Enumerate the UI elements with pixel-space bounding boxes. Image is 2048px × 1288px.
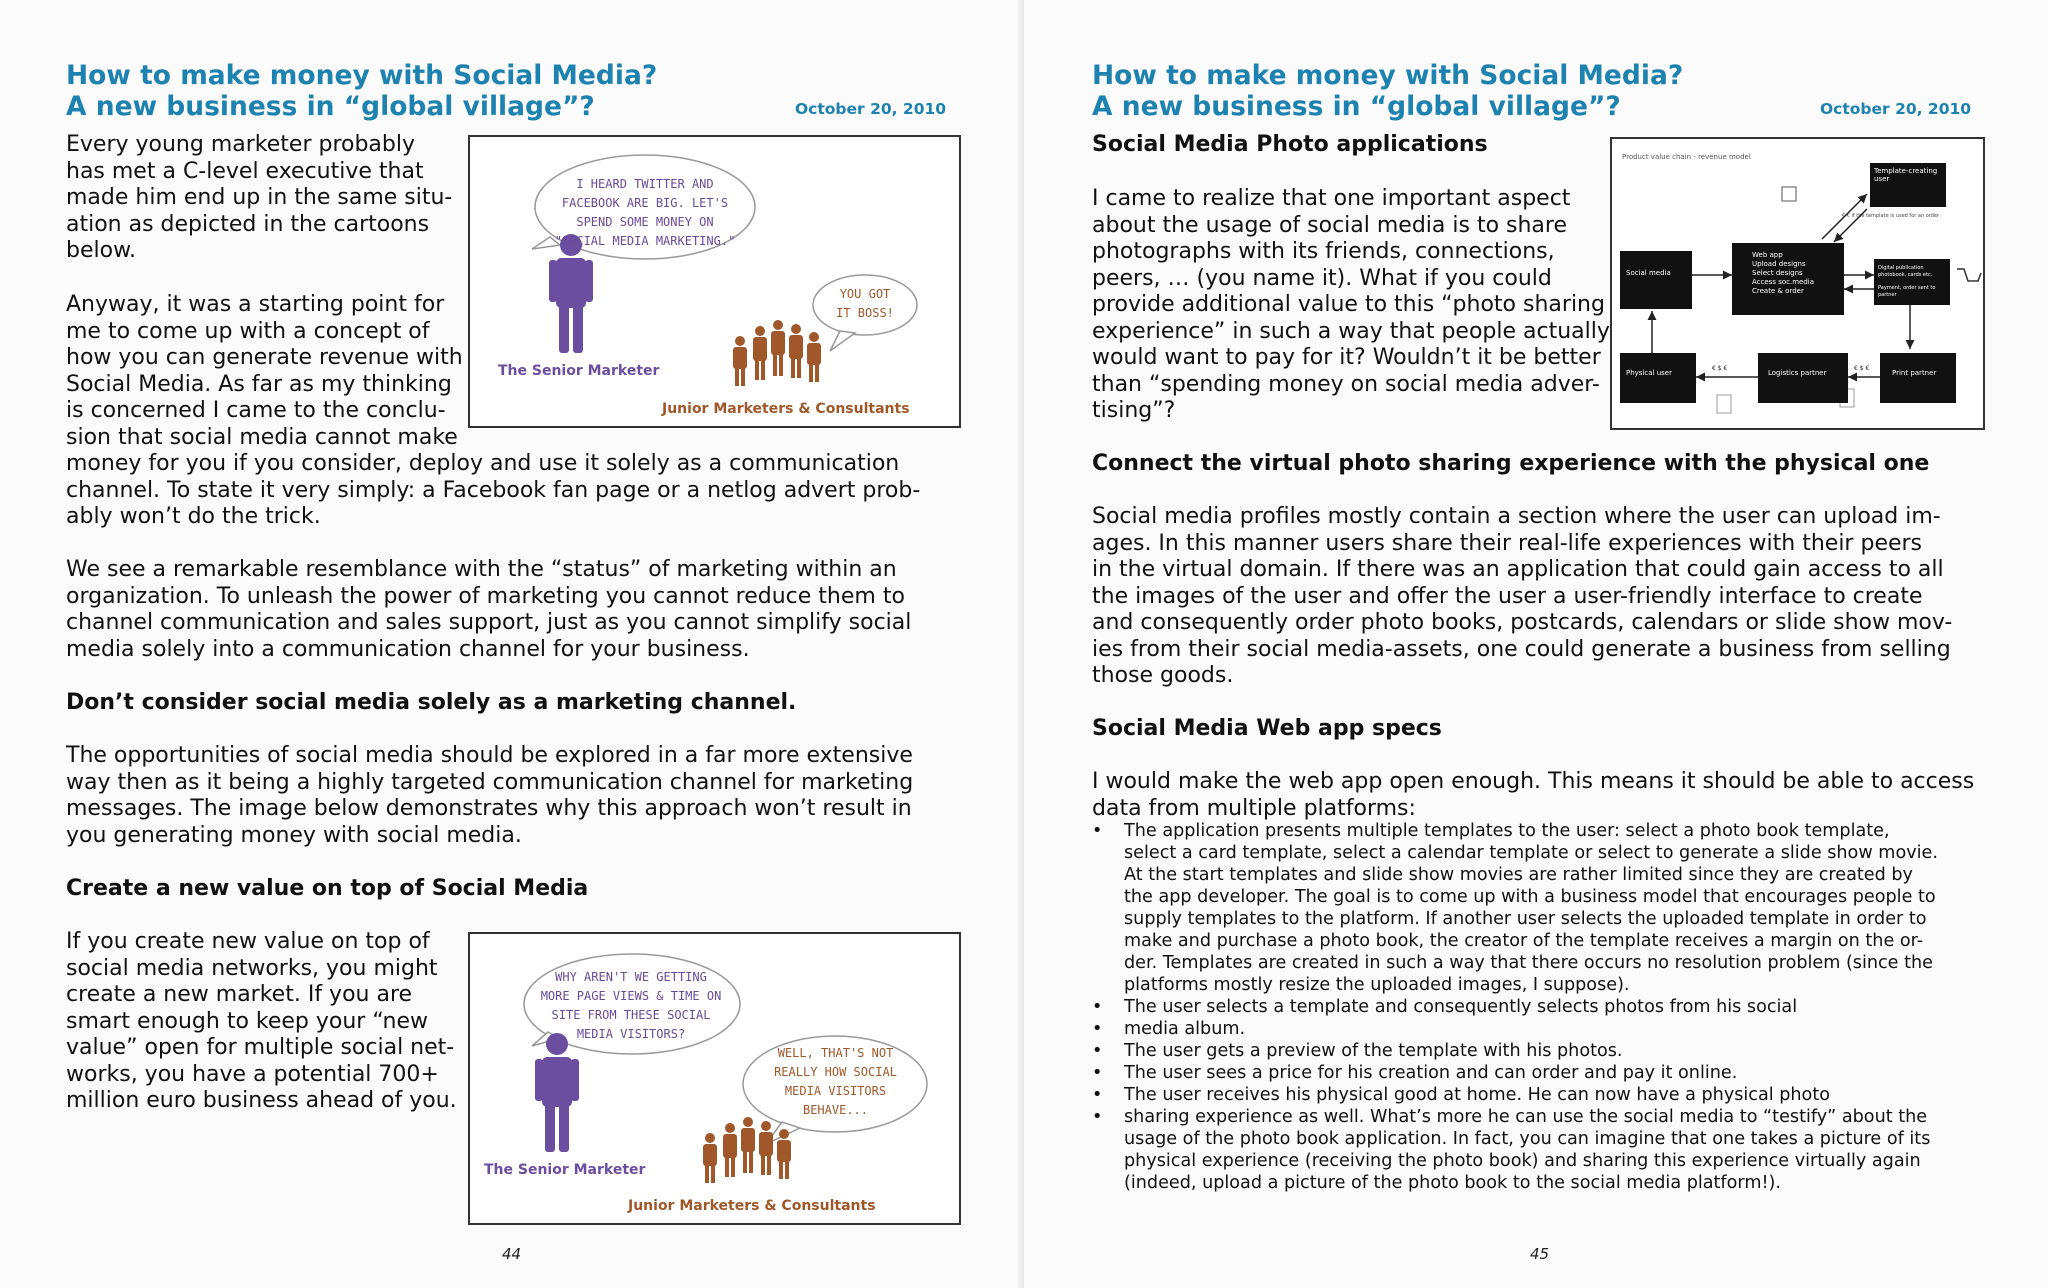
junior-speech-text bbox=[758, 1044, 913, 1120]
text-line: The opportunities of social media should be explored in a far more extensive bbox=[66, 743, 913, 768]
text-line: the images of the user and offer the user a user-friendly interface to create bbox=[1092, 583, 1923, 609]
text-line: media solely into a communication channel for your business. bbox=[66, 636, 750, 662]
text-line: messages. The image below demonstrates why this approach won’t result in bbox=[66, 796, 912, 821]
text-line: ably won’t do the trick. bbox=[66, 504, 321, 529]
senior-marketer-figure bbox=[535, 1033, 579, 1152]
text-line: YOU GOT bbox=[839, 287, 891, 301]
template-creating-user-box: Template-creating user bbox=[1870, 163, 1946, 207]
text-line: der. Templates are created in such a way that there occurs no resolution problem (since the bbox=[1124, 953, 1933, 973]
senior-caption: The Senior Marketer bbox=[498, 363, 660, 379]
text-line: (indeed, upload a picture of the photo book to the social media platform!). bbox=[1124, 1173, 1781, 1193]
section-heading: Social Media Photo applications bbox=[1092, 132, 1488, 157]
physical-user-box: Physical user bbox=[1620, 353, 1696, 403]
text-line: MEDIA VISITORS bbox=[784, 1084, 887, 1098]
text-line: platforms mostly resize the uploaded images, I suppose). bbox=[1124, 975, 1630, 995]
shopping-cart-icon bbox=[1957, 269, 1981, 281]
text-line: WHY AREN'T WE GETTING bbox=[555, 970, 707, 984]
page-number: 44 bbox=[502, 1245, 522, 1263]
list-item bbox=[1092, 1106, 1938, 1194]
text-line: select a card template, select a calendar template or select to generate a slide show movie. bbox=[1124, 843, 1938, 863]
text-line: Digital publication bbox=[1878, 265, 1924, 271]
text-line: ation as depicted in the cartoons bbox=[66, 211, 430, 237]
header-date: October 20, 2010 bbox=[1820, 100, 1972, 118]
virtual-physical-paragraph bbox=[1092, 504, 1952, 690]
photo-apps-paragraph bbox=[1092, 186, 1610, 425]
text-line: Anyway, it was a starting point for bbox=[66, 292, 445, 317]
text-line: and consequently order photo books, postcards, calendars or slide show mov- bbox=[1092, 610, 1953, 635]
text-line: make and purchase a photo book, the creator of the template receives a margin on the or- bbox=[1124, 931, 1924, 951]
text-line: supply templates to the platform. If another user selects the uploaded template in order to bbox=[1124, 909, 1927, 929]
right-page bbox=[1024, 0, 2048, 1288]
spec-bullet-list bbox=[1092, 820, 1938, 1194]
text-line: money for you if you consider, deploy and use it solely as a communication bbox=[66, 451, 900, 476]
margin-note: € € if the template is used for an order bbox=[1842, 213, 1940, 219]
text-line: social media networks, you might bbox=[66, 955, 438, 981]
text-line: Upload designs bbox=[1752, 260, 1806, 268]
text-line: WELL, THAT'S NOT bbox=[777, 1046, 894, 1060]
text-line: photobook, cards etc. bbox=[1878, 272, 1933, 278]
section-heading: Social Media Web app specs bbox=[1092, 716, 1442, 741]
section-heading: Connect the virtual photo sharing experience with the physical one bbox=[1092, 451, 1930, 476]
cartoon-image-2 bbox=[468, 932, 961, 1225]
upload-icon bbox=[1782, 187, 1796, 201]
opportunities-paragraph bbox=[66, 743, 913, 849]
junior-marketers-group bbox=[733, 320, 821, 386]
web-app-specs-paragraph bbox=[1092, 769, 1974, 822]
text-line: than “spending money on social media adver- bbox=[1092, 371, 1600, 397]
text-line: MORE PAGE VIEWS & TIME ON bbox=[540, 989, 722, 1003]
print-partner-box: Print partner bbox=[1880, 353, 1956, 403]
text-line: smart enough to keep your “new bbox=[66, 1008, 429, 1034]
money-label: € $ € bbox=[1854, 365, 1870, 372]
text-line: If you create new value on top of bbox=[66, 929, 430, 954]
text-line: would want to pay for it? Wouldn’t it be better bbox=[1092, 345, 1601, 370]
marketing-status-paragraph bbox=[66, 557, 911, 663]
text-line: channel communication and sales support, just as you cannot simplify social bbox=[66, 610, 912, 635]
text-line: • media album. bbox=[1124, 1019, 1246, 1039]
text-line: "SOCIAL MEDIA MARKETING." bbox=[554, 234, 736, 248]
text-line: made him end up in the same situ- bbox=[66, 185, 453, 210]
text-line: Social Media. As far as my thinking bbox=[66, 371, 452, 397]
junior-caption: Junior Marketers & Consultants bbox=[662, 401, 910, 417]
text-line: you generating money with social media. bbox=[66, 822, 522, 848]
text-line: Select designs bbox=[1752, 269, 1803, 277]
section-heading: Create a new value on top of Social Media bbox=[66, 876, 589, 901]
text-line: is concerned I came to the conclu- bbox=[66, 398, 446, 423]
text-line: the app developer. The goal is to come up with a business model that encourages people to bbox=[1124, 887, 1936, 907]
text-line: • The user receives his physical good at home. He can now have a physical photo bbox=[1124, 1085, 1830, 1105]
text-line: partner bbox=[1878, 292, 1897, 298]
text-line: million euro business ahead of you. bbox=[66, 1088, 457, 1113]
text-line: in the virtual domain. If there was an application that could gain access to all bbox=[1092, 557, 1944, 582]
text-line: below. bbox=[66, 238, 137, 263]
text-line: works, you have a potential 700+ bbox=[66, 1061, 439, 1087]
text-line: I came to realize that one important aspect bbox=[1092, 186, 1571, 211]
text-line: Social media profiles mostly contain a section where the user can upload im- bbox=[1092, 504, 1941, 529]
cartoon-image-1 bbox=[468, 135, 961, 428]
text-line: Access soc.media bbox=[1752, 278, 1814, 286]
list-item bbox=[1092, 1084, 1938, 1106]
text-line: peers, … (you name it). What if you could bbox=[1092, 265, 1552, 291]
bubble-tail bbox=[830, 331, 855, 351]
text-line: sion that social media cannot make bbox=[66, 424, 458, 450]
section-heading: Don’t consider social media solely as a marketing channel. bbox=[66, 690, 797, 715]
page-number: 45 bbox=[1530, 1245, 1550, 1263]
text-line: REALLY HOW SOCIAL bbox=[774, 1065, 897, 1079]
header-date: October 20, 2010 bbox=[795, 100, 947, 118]
text-line: channel. To state it very simply: a Facebook fan page or a netlog advert prob- bbox=[66, 477, 921, 503]
senior-speech-text bbox=[526, 968, 736, 1044]
text-line: SPEND SOME MONEY ON bbox=[576, 215, 714, 229]
revenue-model-diagram bbox=[1610, 137, 1985, 430]
money-label: € $ € bbox=[1712, 365, 1728, 372]
text-line: Every young marketer probably bbox=[66, 132, 416, 157]
text-line: me to come up with a concept of bbox=[66, 318, 430, 344]
text-line: tising”? bbox=[1092, 398, 1176, 423]
text-line: value” open for multiple social net- bbox=[66, 1035, 455, 1060]
text-line: We see a remarkable resemblance with the “status” of marketing within an bbox=[66, 557, 897, 582]
header-title-line1: How to make money with Social Media? bbox=[66, 60, 658, 91]
senior-speech-text bbox=[540, 175, 750, 251]
text-line: • The user selects a template and consequently selects photos from his social bbox=[1124, 997, 1798, 1017]
text-line: has met a C-level executive that bbox=[66, 158, 424, 184]
text-line: • The user gets a preview of the template with his photos. bbox=[1124, 1041, 1623, 1061]
junior-caption: Junior Marketers & Consultants bbox=[628, 1198, 876, 1214]
social-media-box: Social media bbox=[1620, 251, 1692, 309]
text-line: IT BOSS! bbox=[836, 306, 894, 320]
page-header-title bbox=[66, 60, 657, 122]
digital-publication-box bbox=[1874, 259, 1950, 305]
text-line: Payment, order sent to bbox=[1878, 285, 1936, 291]
text-line: ies from their social media-assets, one could generate a business from selling bbox=[1092, 636, 1951, 662]
text-line: ages. In this manner users share their real-life experiences with their peers bbox=[1092, 530, 1923, 556]
text-line: MEDIA VISITORS? bbox=[576, 1027, 686, 1041]
web-app-box bbox=[1732, 243, 1844, 315]
list-item bbox=[1092, 1018, 1938, 1040]
header-title-line1: How to make money with Social Media? bbox=[1092, 60, 1684, 91]
text-line: • The user sees a price for his creation and can order and pay it online. bbox=[1124, 1063, 1738, 1083]
text-line: Web app bbox=[1752, 251, 1783, 259]
text-line: provide additional value to this “photo sharing bbox=[1092, 292, 1605, 317]
page-header-title bbox=[1092, 60, 1683, 122]
text-line: about the usage of social media is to share bbox=[1092, 212, 1568, 238]
text-line: FACEBOOK ARE BIG. LET'S bbox=[561, 196, 729, 210]
text-line: experience” in such a way that people actually bbox=[1092, 318, 1610, 344]
text-line: how you can generate revenue with bbox=[66, 345, 463, 370]
text-line: those goods. bbox=[1092, 663, 1234, 688]
text-line: create a new market. If you are bbox=[66, 982, 413, 1007]
text-line: BEHAVE... bbox=[802, 1103, 869, 1117]
text-line: I HEARD TWITTER AND bbox=[576, 177, 714, 191]
text-line: photographs with its friends, connections, bbox=[1092, 239, 1555, 264]
list-item bbox=[1092, 1040, 1938, 1062]
list-item bbox=[1092, 996, 1938, 1018]
text-line: At the start templates and slide show movies are rather limited since they are created by bbox=[1124, 865, 1913, 885]
senior-caption: The Senior Marketer bbox=[484, 1162, 646, 1178]
header-title-line2: A new business in “global village”? bbox=[66, 91, 595, 122]
text-line: I would make the web app open enough. This means it should be able to access bbox=[1092, 769, 1975, 794]
junior-speech-text bbox=[815, 285, 915, 323]
document-icon bbox=[1717, 395, 1731, 413]
text-line: • The application presents multiple templates to the user: select a photo book template, bbox=[1124, 821, 1890, 841]
logistics-partner-box: Logistics partner bbox=[1758, 353, 1848, 403]
intro-paragraph bbox=[66, 132, 452, 265]
text-line: SITE FROM THESE SOCIAL bbox=[551, 1008, 711, 1022]
text-line: organization. To unleash the power of marketing you cannot reduce them to bbox=[66, 583, 905, 609]
list-item bbox=[1092, 820, 1938, 996]
text-line: data from multiple platforms: bbox=[1092, 795, 1416, 821]
text-line: way then as it being a highly targeted communication channel for marketing bbox=[66, 769, 914, 795]
new-value-paragraph bbox=[66, 929, 457, 1115]
text-line: usage of the photo book application. In fact, you can imagine that one takes a picture of its bbox=[1124, 1129, 1931, 1149]
list-item bbox=[1092, 1062, 1938, 1084]
diagram-title: Product value chain - revenue model bbox=[1622, 153, 1751, 161]
text-line: physical experience (receiving the photo book) and sharing this experience virtually again bbox=[1124, 1151, 1921, 1171]
text-line: Create & order bbox=[1752, 287, 1804, 295]
text-line: • sharing experience as well. What’s more he can use the social media to “testify” about the bbox=[1124, 1107, 1928, 1127]
header-title-line2: A new business in “global village”? bbox=[1092, 91, 1621, 122]
